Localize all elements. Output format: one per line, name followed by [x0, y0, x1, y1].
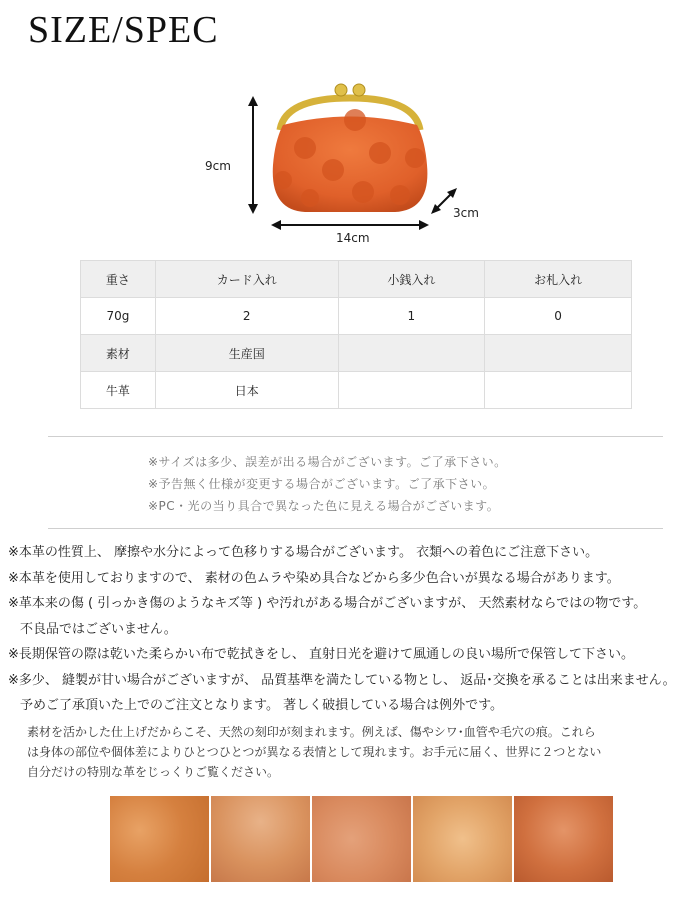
note-line: ※革本来の傷 ( 引っかき傷のようなキズ等 ) や汚れがある場合がございますが、 天然素材ならではの物です。: [8, 596, 647, 611]
divider: [48, 528, 663, 529]
table-cell: [485, 335, 632, 372]
leather-swatch: [312, 796, 411, 882]
table-cell: 小銭入れ: [338, 261, 485, 298]
leather-care-notes: [8, 540, 698, 719]
note-line: ※本革の性質上、 摩擦や水分によって色移りする場合がございます。 衣類への着色にご注意下さい。: [8, 545, 599, 560]
product-image: [195, 70, 505, 250]
note-line: ※予告無く仕様が変更する場合がございます。ご了承下さい。: [148, 477, 496, 491]
table-row: [81, 261, 632, 298]
height-label: 9cm: [205, 159, 231, 173]
table-cell: 70g: [81, 298, 156, 335]
leather-swatch: [211, 796, 310, 882]
width-label: 14cm: [336, 231, 370, 245]
note-line: ※長期保管の際は乾いた柔らかい布で乾拭きをし、 直射日光を避けて風通しの良い場所で保管して下さい。: [8, 647, 635, 662]
table-row: [81, 372, 632, 409]
table-row: [81, 335, 632, 372]
page-title: SIZE/SPEC: [28, 9, 219, 51]
note-line: ※多少、 縫製が甘い場合がございますが、 品質基準を満たしている物とし、 返品･交換を承ることは出来ません。: [8, 672, 676, 688]
paragraph-line: 自分だけの特別な革をじっくりご覧ください。: [27, 765, 280, 779]
note-line: ※本革を使用しておりますので、 素材の色ムラや染め具合などから多少色合いが異なる場合があります。: [8, 570, 620, 586]
note-line: 不良品ではございません。: [20, 621, 177, 637]
table-cell: 1: [338, 298, 485, 335]
note-line: ※PC・光の当り具合で異なった色に見える場合がございます。: [148, 499, 500, 513]
table-cell: カード入れ: [155, 261, 338, 298]
leather-swatches: [110, 796, 613, 882]
leather-swatch: [514, 796, 613, 882]
table-cell: 0: [485, 298, 632, 335]
table-cell: [338, 335, 485, 372]
spec-table: [80, 260, 632, 409]
divider: [48, 436, 663, 437]
note-line: ※サイズは多少、誤差が出る場合がございます。ご了承下さい。: [148, 455, 507, 469]
paragraph-line: 素材を活かした仕上げだからこそ、天然の刻印が刻まれます。例えば、傷やシワ･血管や毛穴の痕。これら: [27, 725, 596, 739]
leather-swatch: [110, 796, 209, 882]
disclaimer-notes: [148, 451, 507, 517]
leather-description: [27, 722, 687, 782]
table-row: [81, 298, 632, 335]
coin-purse-illustration: [195, 70, 505, 250]
table-cell: 牛革: [81, 372, 156, 409]
table-cell: 生産国: [155, 335, 338, 372]
table-cell: 日本: [155, 372, 338, 409]
table-cell: 重さ: [81, 261, 156, 298]
table-cell: お札入れ: [485, 261, 632, 298]
paragraph-line: は身体の部位や個体差によりひとつひとつが異なる表情として現れます。お手元に届く、世界に２つとない: [27, 745, 602, 759]
depth-label: 3cm: [453, 206, 479, 220]
note-line: 予めご了承頂いた上でのご注文となります。 著しく破損している場合は例外です。: [20, 698, 504, 713]
table-cell: 2: [155, 298, 338, 335]
table-cell: [338, 372, 485, 409]
table-cell: 素材: [81, 335, 156, 372]
table-cell: [485, 372, 632, 409]
leather-swatch: [413, 796, 512, 882]
